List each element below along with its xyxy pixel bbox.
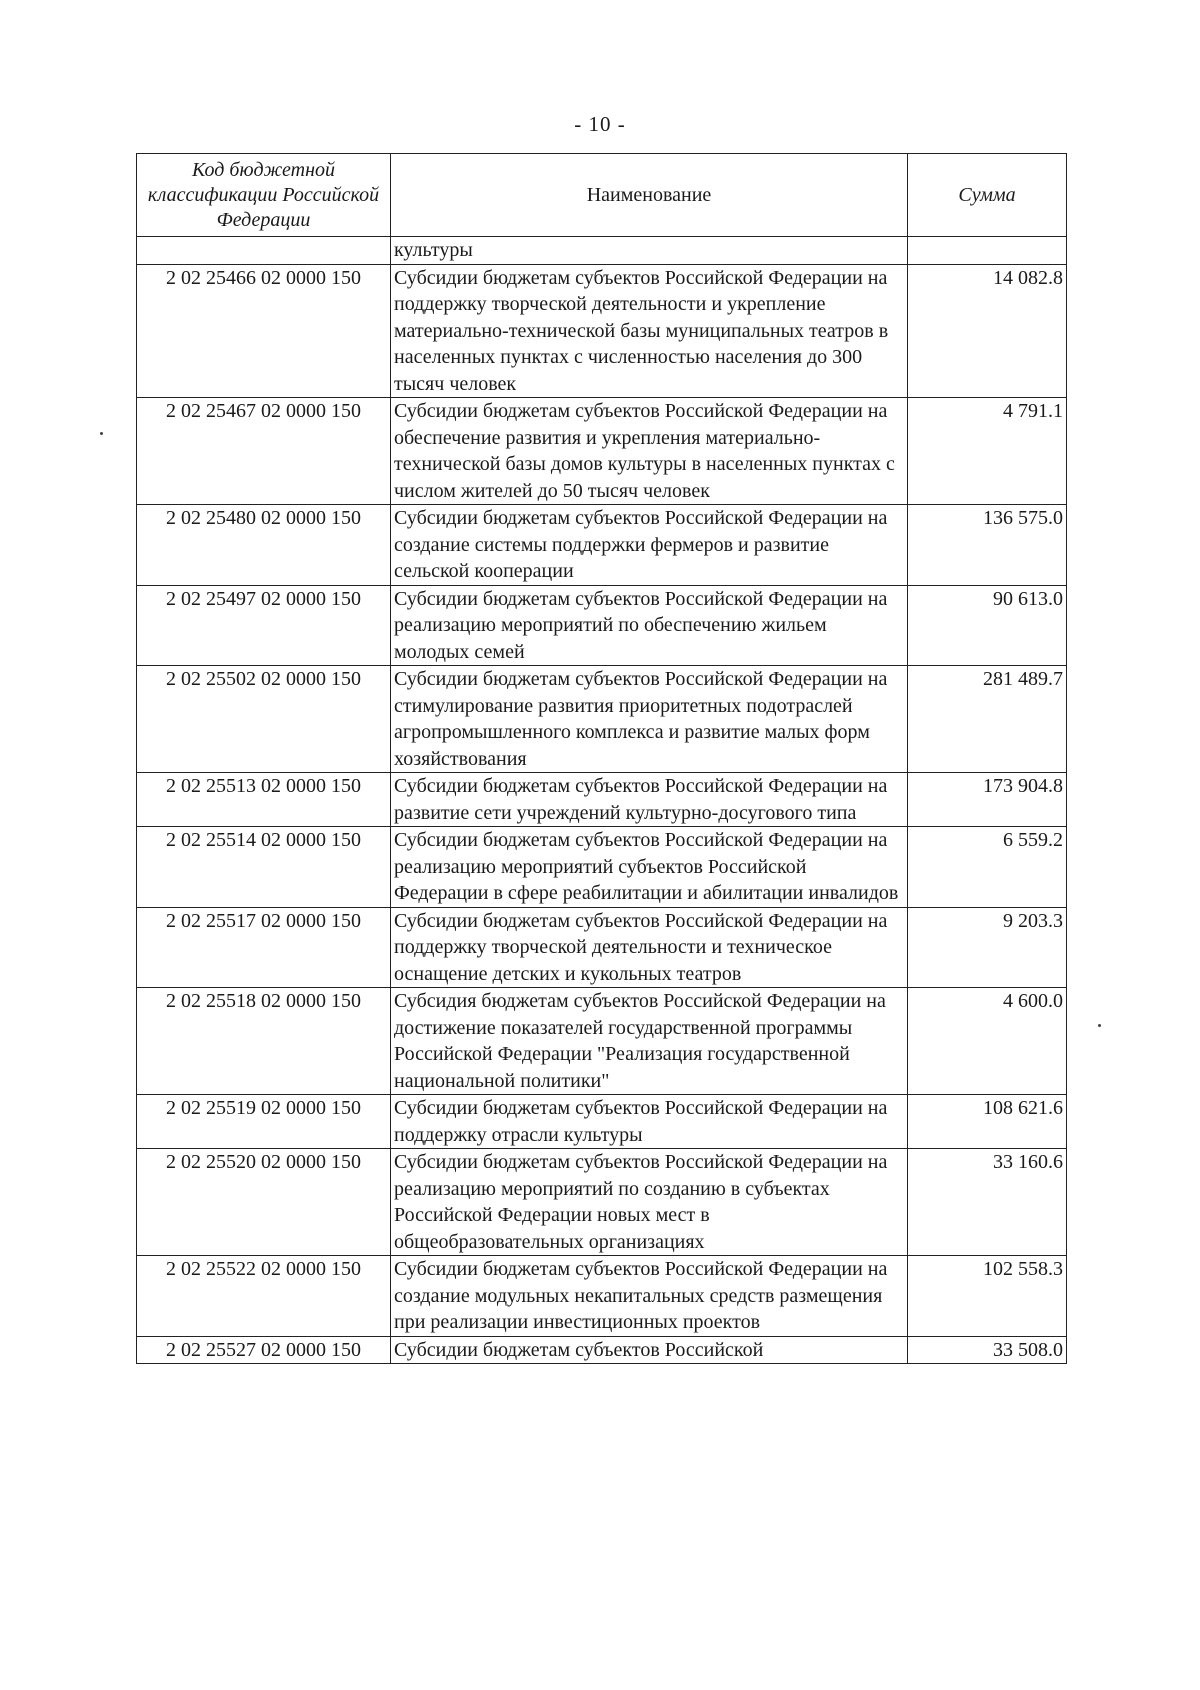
continuation-code	[137, 237, 391, 265]
row-code: 2 02 25519 02 0000 150	[137, 1095, 391, 1149]
table-row	[137, 827, 1067, 908]
row-sum: 281 489.7	[908, 666, 1067, 773]
continuation-sum	[908, 237, 1067, 265]
table-row	[137, 1256, 1067, 1337]
row-sum: 33 508.0	[908, 1336, 1067, 1364]
row-sum: 108 621.6	[908, 1095, 1067, 1149]
row-code: 2 02 25514 02 0000 150	[137, 827, 391, 908]
row-sum: 90 613.0	[908, 585, 1067, 666]
row-code: 2 02 25497 02 0000 150	[137, 585, 391, 666]
row-code: 2 02 25513 02 0000 150	[137, 773, 391, 827]
continuation-row	[137, 237, 1067, 265]
row-name: Субсидии бюджетам субъектов Российской Федерации на поддержку отрасли культуры	[391, 1095, 908, 1149]
row-name: Субсидии бюджетам субъектов Российской Федерации на создание системы поддержки фермеров и развитие сельской кооперации	[391, 505, 908, 586]
table-row	[137, 988, 1067, 1095]
row-name: Субсидии бюджетам субъектов Российской Федерации на реализацию мероприятий субъектов Российской Федерации в сфере реабилитации и абилитации инвалидов	[391, 827, 908, 908]
table-row	[137, 1149, 1067, 1256]
header-sum: Сумма	[908, 154, 1067, 237]
scan-speck	[1098, 1024, 1101, 1027]
table-header-row	[137, 154, 1067, 237]
table-row	[137, 398, 1067, 505]
row-code: 2 02 25527 02 0000 150	[137, 1336, 391, 1364]
header-code: Код бюджетной классификации Российской Федерации	[137, 154, 391, 237]
table-row	[137, 773, 1067, 827]
table-row	[137, 1095, 1067, 1149]
row-sum: 33 160.6	[908, 1149, 1067, 1256]
table-row	[137, 907, 1067, 988]
table-row	[137, 585, 1067, 666]
budget-table	[136, 153, 1067, 1364]
row-sum: 173 904.8	[908, 773, 1067, 827]
row-sum: 102 558.3	[908, 1256, 1067, 1337]
table-row	[137, 1336, 1067, 1364]
row-sum: 14 082.8	[908, 264, 1067, 398]
row-name: Субсидия бюджетам субъектов Российской Федерации на достижение показателей государственной программы Российской Федерации "Реализация государственной национальной политики"	[391, 988, 908, 1095]
row-code: 2 02 25518 02 0000 150	[137, 988, 391, 1095]
page-number: - 10 -	[574, 112, 626, 136]
row-name: Субсидии бюджетам субъектов Российской Федерации на поддержку творческой деятельности и укрепление материально-технической базы муниципальных театров в населенных пунктах с численностью населения до 300 тысяч человек	[391, 264, 908, 398]
row-name: Субсидии бюджетам субъектов Российской Федерации на стимулирование развития приоритетных подотраслей агропромышленного комплекса и развитие малых форм хозяйствования	[391, 666, 908, 773]
row-name: Субсидии бюджетам субъектов Российской Федерации на обеспечение развития и укрепления материально-технической базы домов культуры в населенных пунктах с числом жителей до 50 тысяч человек	[391, 398, 908, 505]
continuation-name: культуры	[391, 237, 908, 265]
table-row	[137, 505, 1067, 586]
table-row	[137, 666, 1067, 773]
header-name: Наименование	[391, 154, 908, 237]
row-code: 2 02 25480 02 0000 150	[137, 505, 391, 586]
row-sum: 136 575.0	[908, 505, 1067, 586]
row-name: Субсидии бюджетам субъектов Российской Федерации на реализацию мероприятий по созданию в субъектах Российской Федерации новых мест в общеобразовательных организациях	[391, 1149, 908, 1256]
row-name: Субсидии бюджетам субъектов Российской	[391, 1336, 908, 1364]
scan-speck	[100, 432, 103, 435]
row-code: 2 02 25466 02 0000 150	[137, 264, 391, 398]
row-sum: 9 203.3	[908, 907, 1067, 988]
row-code: 2 02 25520 02 0000 150	[137, 1149, 391, 1256]
table-row	[137, 264, 1067, 398]
row-name: Субсидии бюджетам субъектов Российской Федерации на развитие сети учреждений культурно-досугового типа	[391, 773, 908, 827]
row-code: 2 02 25522 02 0000 150	[137, 1256, 391, 1337]
row-name: Субсидии бюджетам субъектов Российской Федерации на поддержку творческой деятельности и техническое оснащение детских и кукольных театров	[391, 907, 908, 988]
row-code: 2 02 25467 02 0000 150	[137, 398, 391, 505]
row-sum: 6 559.2	[908, 827, 1067, 908]
row-code: 2 02 25517 02 0000 150	[137, 907, 391, 988]
row-name: Субсидии бюджетам субъектов Российской Федерации на создание модульных некапитальных средств размещения при реализации инвестиционных проектов	[391, 1256, 908, 1337]
row-sum: 4 791.1	[908, 398, 1067, 505]
row-name: Субсидии бюджетам субъектов Российской Федерации на реализацию мероприятий по обеспечению жильем молодых семей	[391, 585, 908, 666]
row-sum: 4 600.0	[908, 988, 1067, 1095]
row-code: 2 02 25502 02 0000 150	[137, 666, 391, 773]
